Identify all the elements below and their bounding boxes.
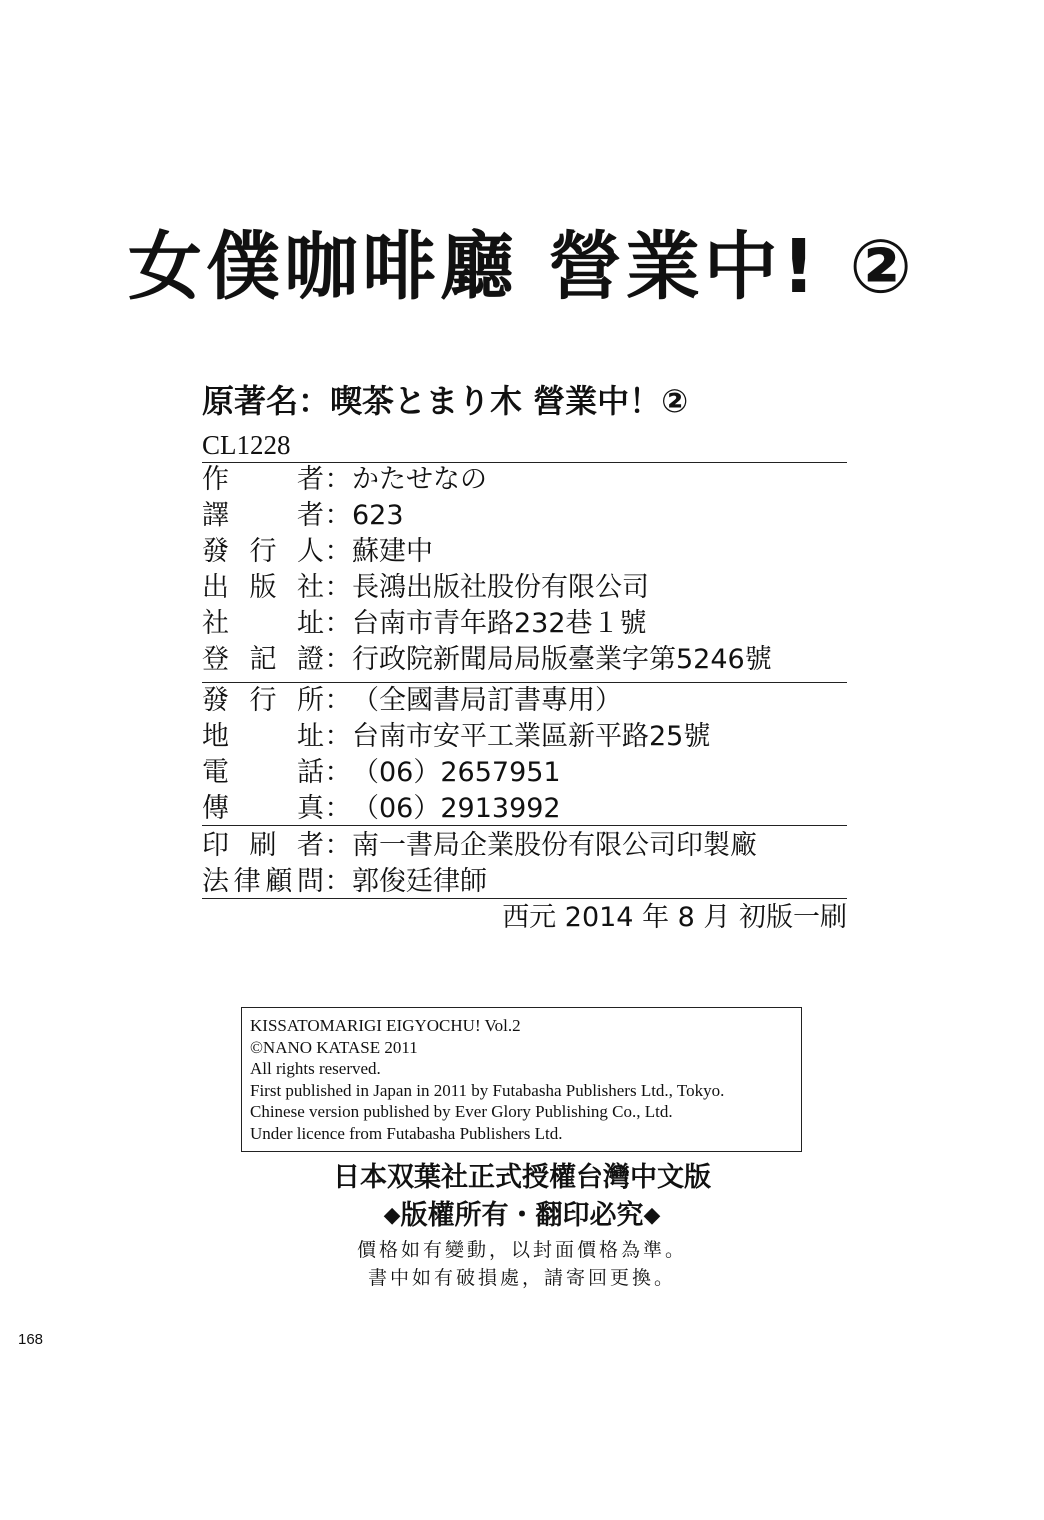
credit-row [202,864,487,900]
credit-label-char: 記 [249,644,277,675]
credit-label-char: 登 [202,644,229,675]
credit-label-char: 社 [297,572,324,603]
credit-colon: ： [324,644,352,675]
credit-row [202,462,487,498]
credit-label-char: 作 [202,464,229,495]
credit-row [202,498,404,534]
credit-label [202,828,324,864]
credit-colon: ： [324,685,352,716]
credit-label-char: 傳 [202,793,229,824]
diamond-icon-right: ◆ [643,1203,661,1228]
rights-line [0,1198,1044,1234]
copyright-line: First published in Japan in 2011 by Futabasha Publishers Ltd., Tokyo. [250,1080,725,1100]
credit-value: （06）2657951 [352,757,561,788]
credit-value: 南一書局企業股份有限公司印製廠 [352,830,757,861]
credit-row [202,755,561,791]
credit-colon: ： [324,830,352,861]
credit-colon: ： [324,536,352,567]
credit-label [202,570,324,606]
credit-label-char: 顧 [265,866,293,897]
credit-colon: ： [324,608,352,639]
credit-label [202,791,324,827]
credit-label-char: 址 [297,608,324,639]
credit-row [202,719,710,755]
authorization-line: 日本双葉社正式授權台灣中文版 [333,1162,711,1193]
credit-label-char: 話 [297,757,324,788]
catalog-code: CL1228 [202,430,291,460]
credit-label-char: 版 [249,572,277,603]
copyright-line: Chinese version published by Ever Glory Publishing Co., Ltd. [250,1102,673,1121]
credit-label-char: 行 [249,685,277,716]
credit-colon: ： [324,500,352,531]
credit-label-char: 問 [296,866,324,897]
credit-row [202,606,647,642]
credit-label-char: 電 [202,757,229,788]
credit-label-char: 者 [297,500,324,531]
credit-row [202,791,561,827]
credit-label-char: 者 [297,464,324,495]
credit-row [202,534,433,570]
price-note: 價格如有變動，以封面價格為準。 [356,1239,687,1261]
copyright-box [241,1007,802,1152]
credit-colon: ： [324,866,352,897]
credit-label-char: 行 [249,536,277,567]
credit-value: （06）2913992 [352,793,561,824]
credit-row [202,828,757,864]
credit-label-char: 者 [297,830,324,861]
credit-value: 郭俊廷律師 [352,866,487,897]
book-title: 女僕咖啡廳 營業中! ② [128,224,916,310]
credit-label [202,534,324,570]
credit-label-char: 地 [202,721,229,752]
credit-value: 蘇建中 [352,536,433,567]
credit-colon: ： [324,757,352,788]
credit-label [202,642,324,678]
copyright-line: Under licence from Futabasha Publishers Ltd. [250,1123,563,1143]
copyright-line: All rights reserved. [250,1059,381,1078]
credit-label-char: 社 [202,608,229,639]
credit-value: 623 [352,500,404,531]
copyright-line: ©NANO KATASE 2011 [250,1037,418,1057]
credit-row [202,570,649,606]
credit-label-char: 譯 [202,500,229,531]
page-number: 168 [18,1331,44,1348]
credit-value: 行政院新聞局局版臺業字第5246號 [352,644,772,675]
credit-label-char: 印 [202,830,229,861]
credit-value: 台南市安平工業區新平路25號 [352,721,711,752]
credit-label-char: 所 [297,685,324,716]
rights-notice: 版權所有・翻印必究 [400,1200,644,1231]
credit-label-char: 證 [297,644,324,675]
edition-line: 西元 2014 年 8 月 初版一刷 [502,902,847,933]
credit-row [202,683,622,719]
credit-colon: ： [324,464,352,495]
credit-row [202,642,772,678]
credit-colon: ： [324,793,352,824]
credit-label-char: 人 [297,536,324,567]
credit-label [202,683,324,719]
copyright-line: KISSATOMARIGI EIGYOCHU! Vol.2 [250,1016,521,1035]
credit-colon: ： [324,721,352,752]
original-title: 原著名：喫茶とまり木 營業中！② [202,382,689,420]
credit-label [202,498,324,534]
diamond-icon-left: ◆ [383,1203,401,1228]
credit-label-char: 刷 [249,830,277,861]
credit-label [202,606,324,642]
credit-value: （全國書局訂書專用） [352,685,622,716]
credit-colon: ： [324,572,352,603]
credit-label-char: 發 [202,536,229,567]
credit-value: 長鴻出版社股份有限公司 [352,572,649,603]
credit-label-char: 出 [202,572,229,603]
credit-label [202,755,324,791]
credit-label-char: 真 [297,793,324,824]
credit-value: 台南市青年路232巷１號 [352,608,647,639]
credit-label [202,719,324,755]
damage-note: 書中如有破損處，請寄回更換。 [367,1267,676,1289]
credit-label-char: 律 [233,866,261,897]
credit-label-char: 發 [202,685,229,716]
credit-label [202,864,324,900]
credit-label-char: 法 [202,866,229,897]
credit-label-char: 址 [297,721,324,752]
credit-label [202,462,324,498]
credit-value: かたせなの [352,464,487,495]
